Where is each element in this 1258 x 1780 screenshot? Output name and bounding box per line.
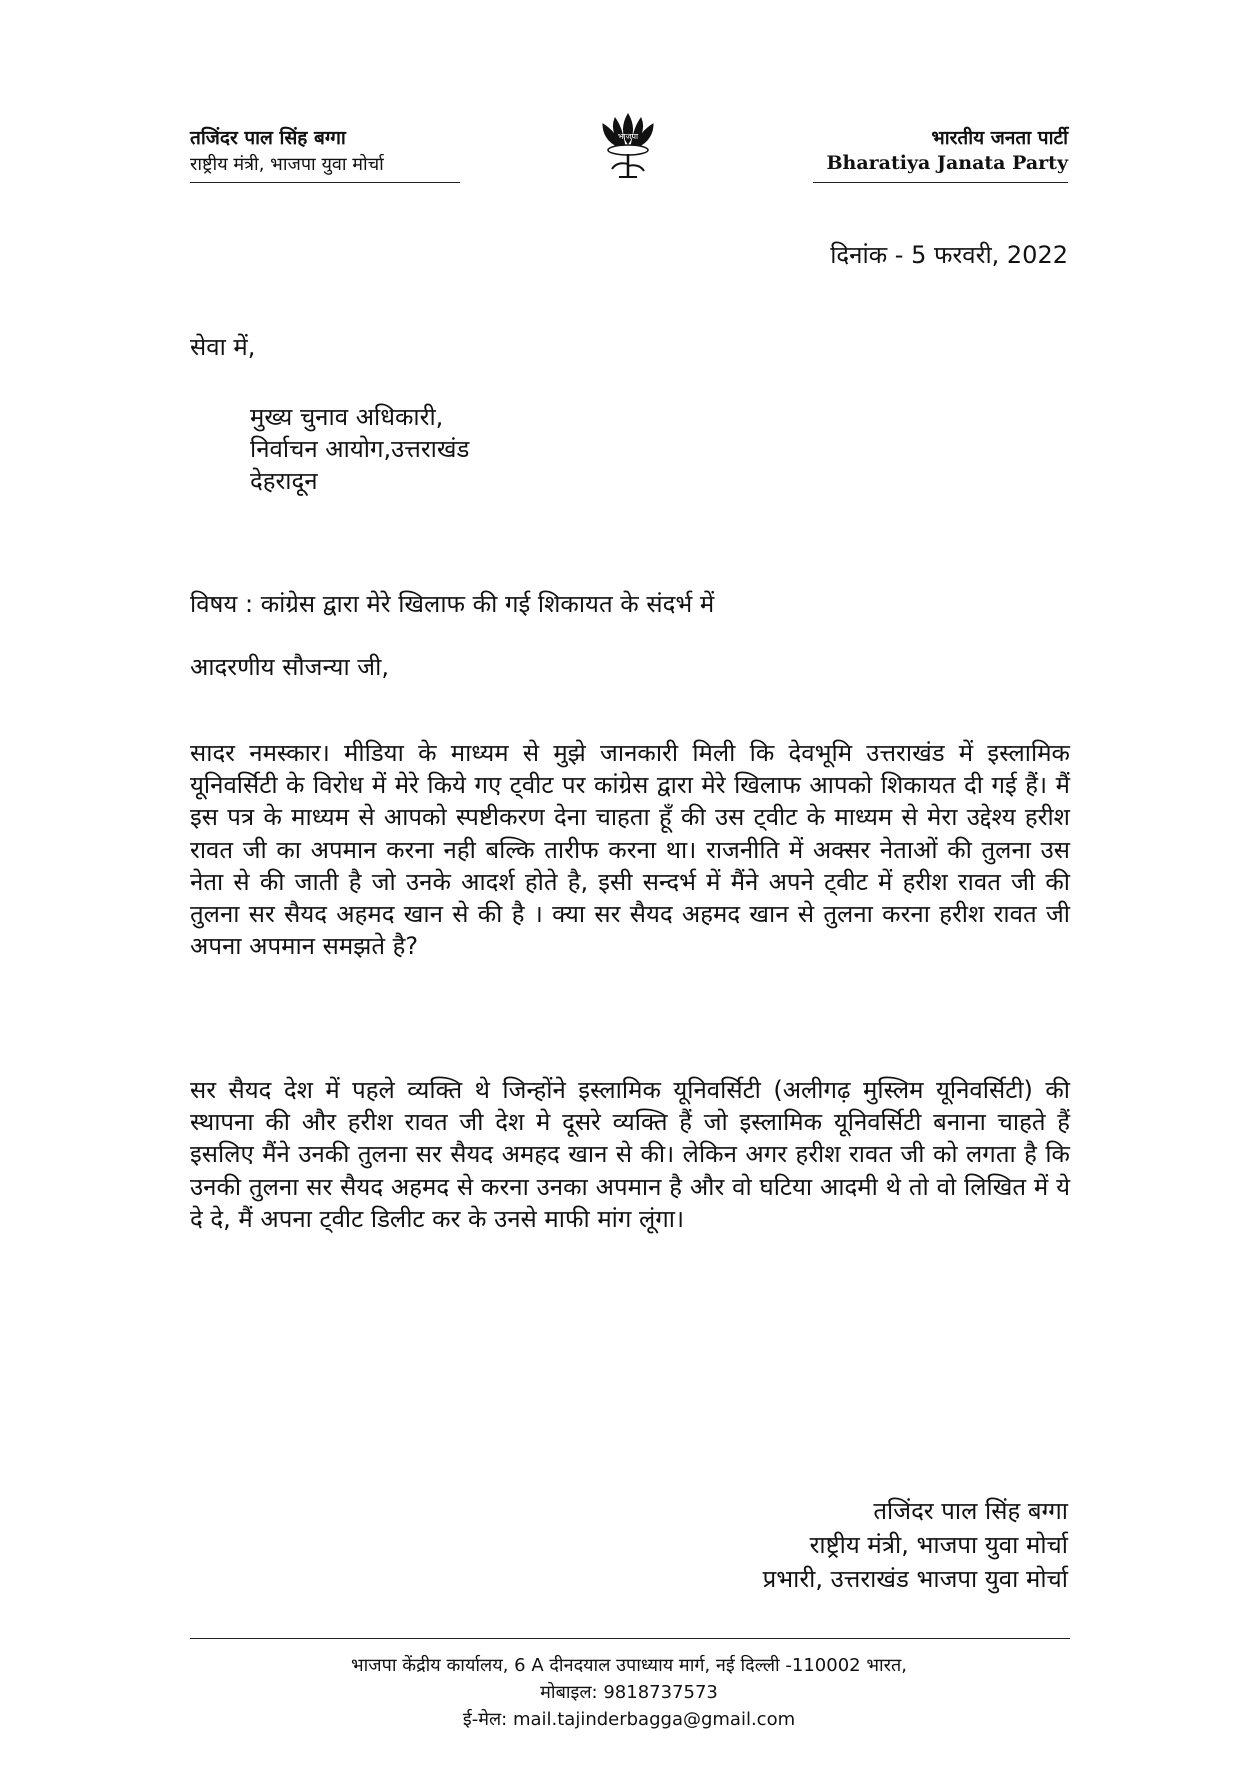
footer-address: भाजपा केंद्रीय कार्यालय, 6 A दीनदयाल उपाध्याय मार्ग, नई दिल्ली -110002 भारत, (350, 1655, 907, 1676)
footer-mobile: मोबाइल: 9818737573 (540, 1682, 718, 1703)
party-name-english: Bharatiya Janata Party (826, 152, 1068, 174)
body-paragraph-2: सर सैयद देश में पहले व्यक्ति थे जिन्होंने इस्लामिक यूनिवर्सिटी (अलीगढ़ मुस्लिम यूनिवर्सिटी) की स्थापना की और हरीश रावत जी देश मे दूसरे व्यक्ति हैं जो इस्लामिक यूनिवर्सिटी बनाना चाहते हैं इसलिए मैंने उनकी तुलना सर सैयद अमहद खान से की। लेकिन अगर हरीश रावत जी को लगता है कि उनकी तुलना सर सैयद अहमद से करना उनका अपमान है और वो घटिया आदमी थे तो वो लिखित में ये दे दे, मैं अपना ट्वीट डिलीट कर के उनसे माफी मांग लूंगा। (190, 1076, 1070, 1233)
recipient-line-1: मुख्य चुनाव अधिकारी, (250, 403, 444, 431)
body-paragraph-1: सादर नमस्कार। मीडिया के माध्यम से मुझे जानकारी मिली कि देवभूमि उत्तराखंड में इस्लामिक यूनिवर्सिटी के विरोध में मेरे किये गए ट्वीट पर कांग्रेस द्वारा मेरे खिलाफ आपको शिकायत दी गई हैं। मैं इस पत्र के माध्यम से आपको स्पष्टीकरण देना चाहता हूँ की उस ट्वीट के माध्यम से मेरा उद्देश्य हरीश रावत जी का अपमान करना नही बल्कि तारीफ करना था। राजनीति में अक्सर नेताओं की तुलना उस नेता से की जाती है जो उनके आदर्श होते है, इसी सन्दर्भ में मैंने अपने ट्वीट में हरीश रावत जी की तुलना सर सैयद अहमद खान से की है । क्या सर सैयद अहमद खान से तुलना करना हरीश रावत जी अपना अपमान समझते है? (190, 739, 1070, 961)
letter-greeting: आदरणीय सौजन्या जी, (190, 653, 389, 681)
header-underline-right (813, 182, 1068, 183)
svg-text:भाजपा: भाजपा (617, 132, 639, 141)
salutation-to: सेवा में, (190, 333, 256, 361)
recipient-line-3: देहरादून (250, 467, 318, 495)
footer-divider (190, 1638, 1070, 1639)
signature-name: तजिंदर पाल सिंह बग्गा (873, 1497, 1068, 1525)
bjp-lotus-logo-icon (595, 108, 661, 184)
header-underline-left (190, 182, 460, 183)
sender-name-header: तजिंदर पाल सिंह बग्गा (190, 127, 346, 149)
signature-role-2: प्रभारी, उत्तराखंड भाजपा युवा मोर्चा (762, 1565, 1068, 1593)
recipient-line-2: निर्वाचन आयोग,उत्तराखंड (250, 435, 470, 463)
party-name-hindi: भारतीय जनता पार्टी (931, 127, 1068, 149)
footer-email: ई-मेल: mail.tajinderbagga@gmail.com (462, 1709, 796, 1730)
sender-role-header: राष्ट्रीय मंत्री, भाजपा युवा मोर्चा (190, 154, 384, 175)
letter-date: दिनांक - 5 फरवरी, 2022 (830, 241, 1068, 269)
letter-subject: विषय : कांग्रेस द्वारा मेरे खिलाफ की गई शिकायत के संदर्भ में (190, 590, 715, 618)
signature-role-1: राष्ट्रीय मंत्री, भाजपा युवा मोर्चा (809, 1531, 1068, 1559)
